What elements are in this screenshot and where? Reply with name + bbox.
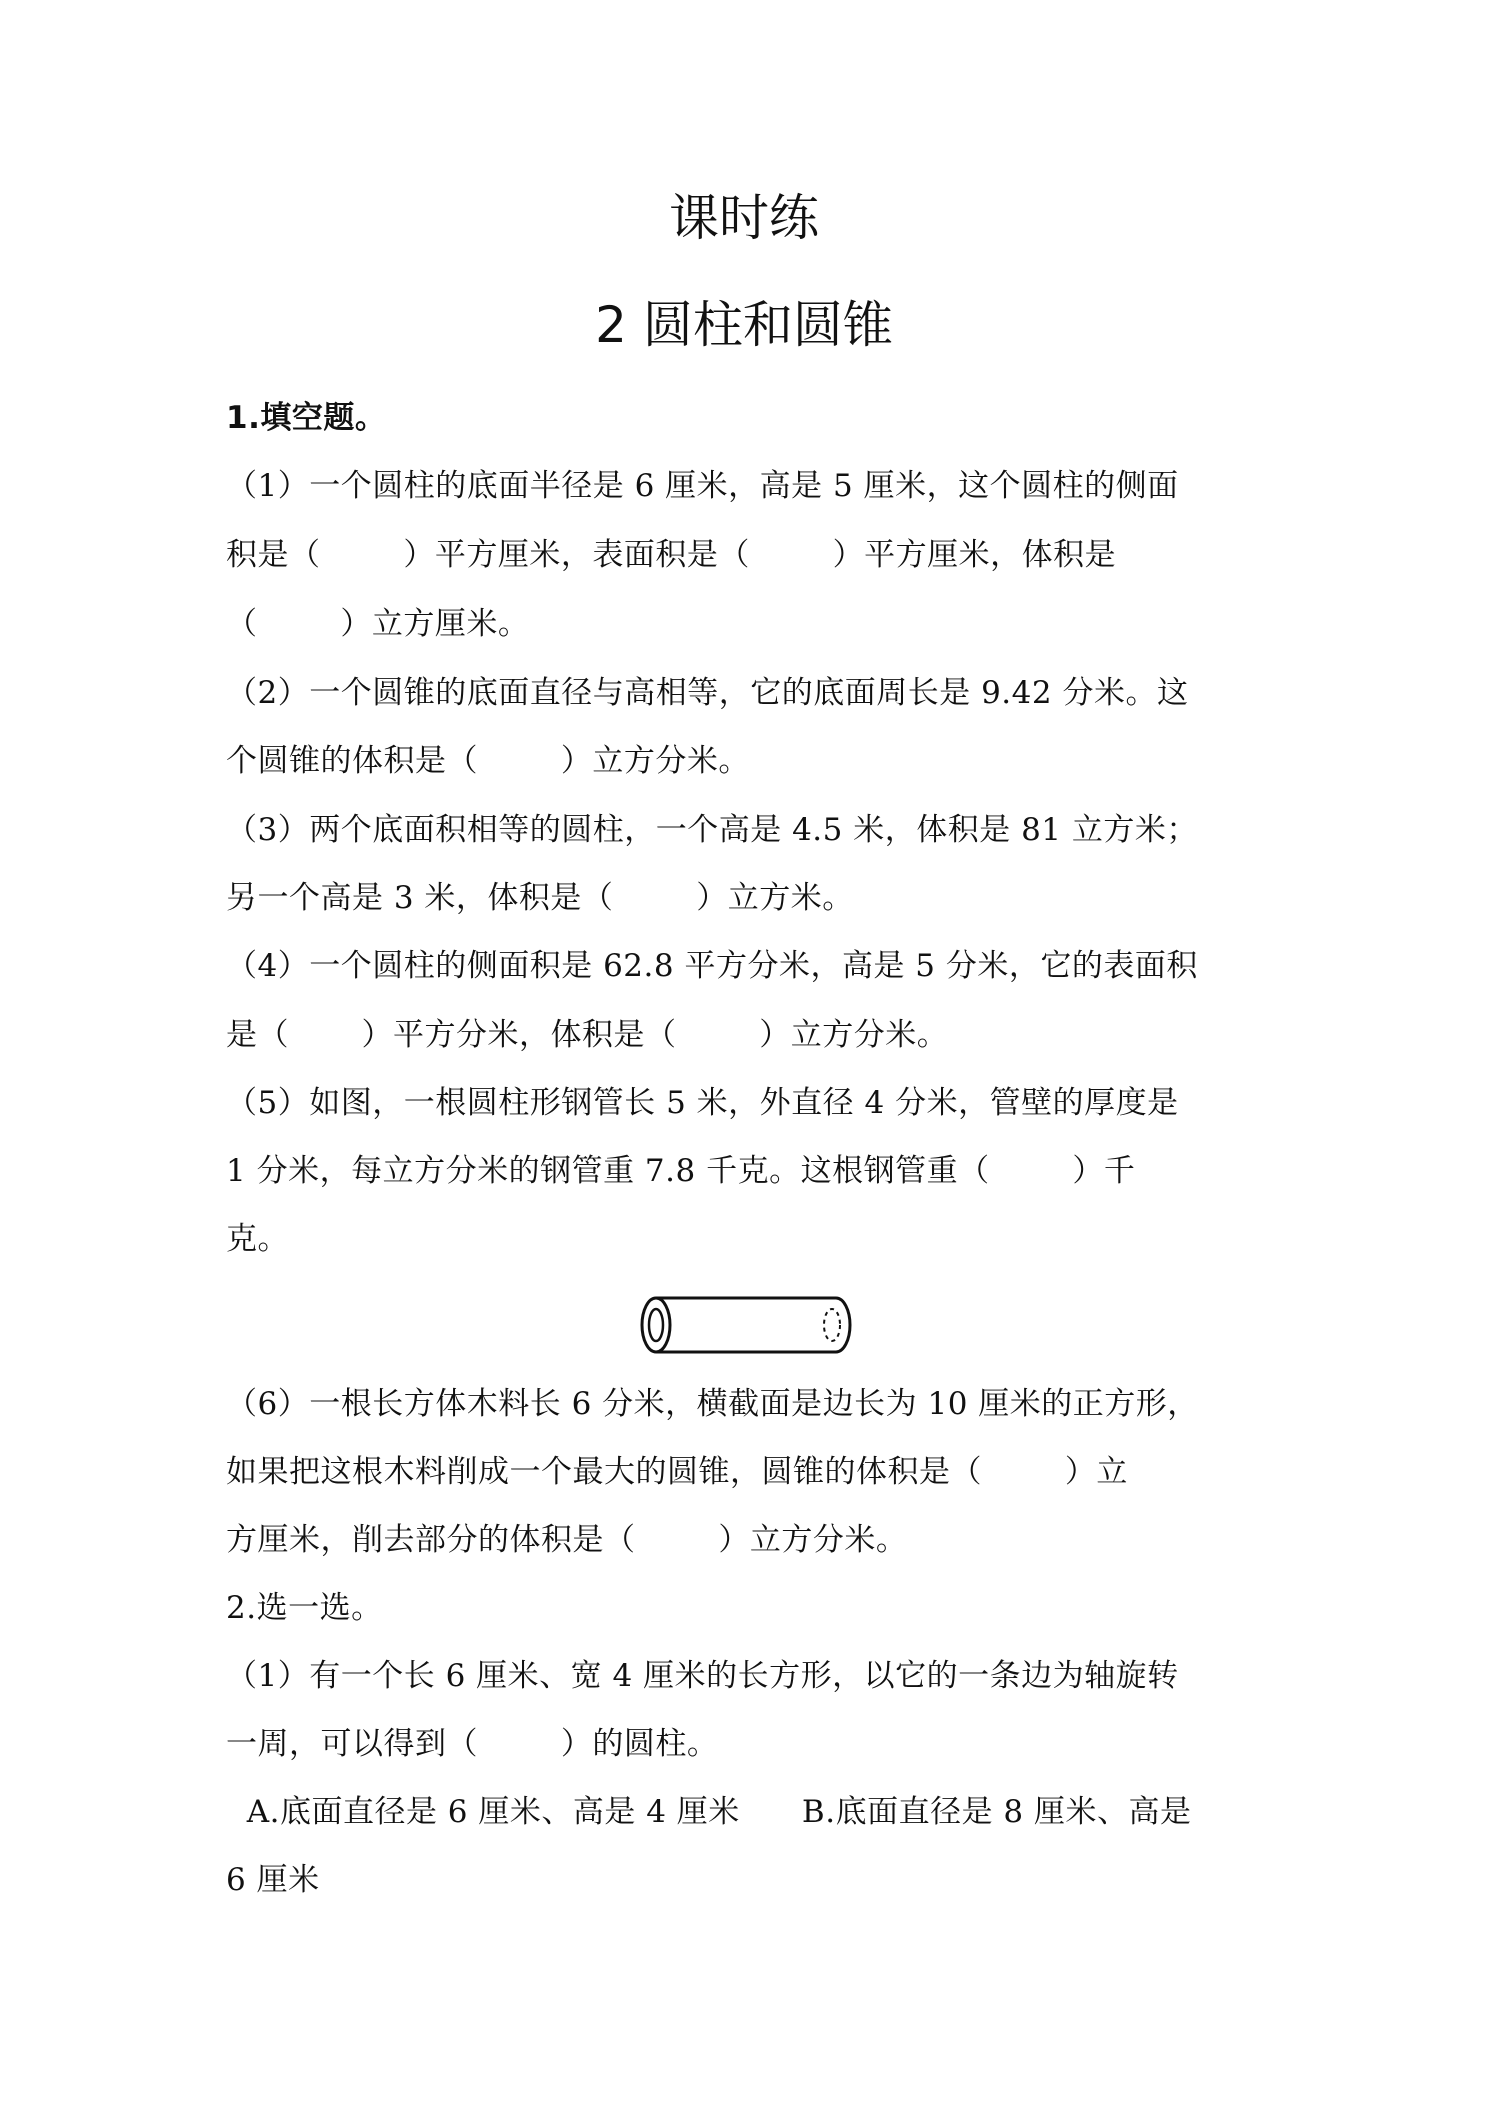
- answer-options: A.底面直径是 6 厘米、高是 4 厘米 B.底面直径是 8 厘米、高是: [226, 1794, 1192, 1830]
- question-line: 如果把这根木料削成一个最大的圆锥，圆锥的体积是（ ）立: [226, 1454, 1128, 1490]
- question-line: 积是（ ）平方厘米，表面积是（ ）平方厘米，体积是: [226, 537, 1117, 573]
- question-line: 是（ ）平方分米，体积是（ ）立方分米。: [226, 1017, 949, 1053]
- question-line: 另一个高是 3 米，体积是（ ）立方米。: [226, 880, 854, 916]
- question-line: 个圆锥的体积是（ ）立方分米。: [226, 743, 750, 779]
- question-line: （1）一个圆柱的底面半径是 6 厘米，高是 5 厘米，这个圆柱的侧面: [226, 468, 1179, 504]
- answer-options-cont: 6 厘米: [226, 1862, 320, 1898]
- question-line: （5）如图，一根圆柱形钢管长 5 米，外直径 4 分米，管壁的厚度是: [226, 1085, 1179, 1121]
- question-line: 一周，可以得到（ ）的圆柱。: [226, 1726, 719, 1762]
- steel-pipe-illustration: [636, 1290, 858, 1360]
- question-line: （1）有一个长 6 厘米、宽 4 厘米的长方形，以它的一条边为轴旋转: [226, 1658, 1179, 1694]
- question-line: （ ）立方厘米。: [226, 606, 530, 642]
- question-line: 1 分米，每立方分米的钢管重 7.8 千克。这根钢管重（ ）千: [226, 1153, 1136, 1189]
- page-subtitle: 2 圆柱和圆锥: [595, 296, 893, 354]
- page-title: 课时练: [669, 189, 819, 247]
- question-line: （3）两个底面积相等的圆柱，一个高是 4.5 米，体积是 81 立方米；: [226, 812, 1198, 848]
- question-line: （6）一根长方体木料长 6 分米，横截面是边长为 10 厘米的正方形，: [226, 1386, 1199, 1422]
- section-heading-choose: 2.选一选。: [226, 1590, 383, 1626]
- question-line: （4）一个圆柱的侧面积是 62.8 平方分米，高是 5 分米，它的表面积: [226, 948, 1198, 984]
- section-heading-fill-blank: 1.填空题。: [226, 400, 387, 436]
- question-line: 克。: [226, 1221, 289, 1257]
- question-line: （2）一个圆锥的底面直径与高相等，它的底面周长是 9.42 分米。这: [226, 675, 1189, 711]
- question-line: 方厘米，削去部分的体积是（ ）立方分米。: [226, 1522, 908, 1558]
